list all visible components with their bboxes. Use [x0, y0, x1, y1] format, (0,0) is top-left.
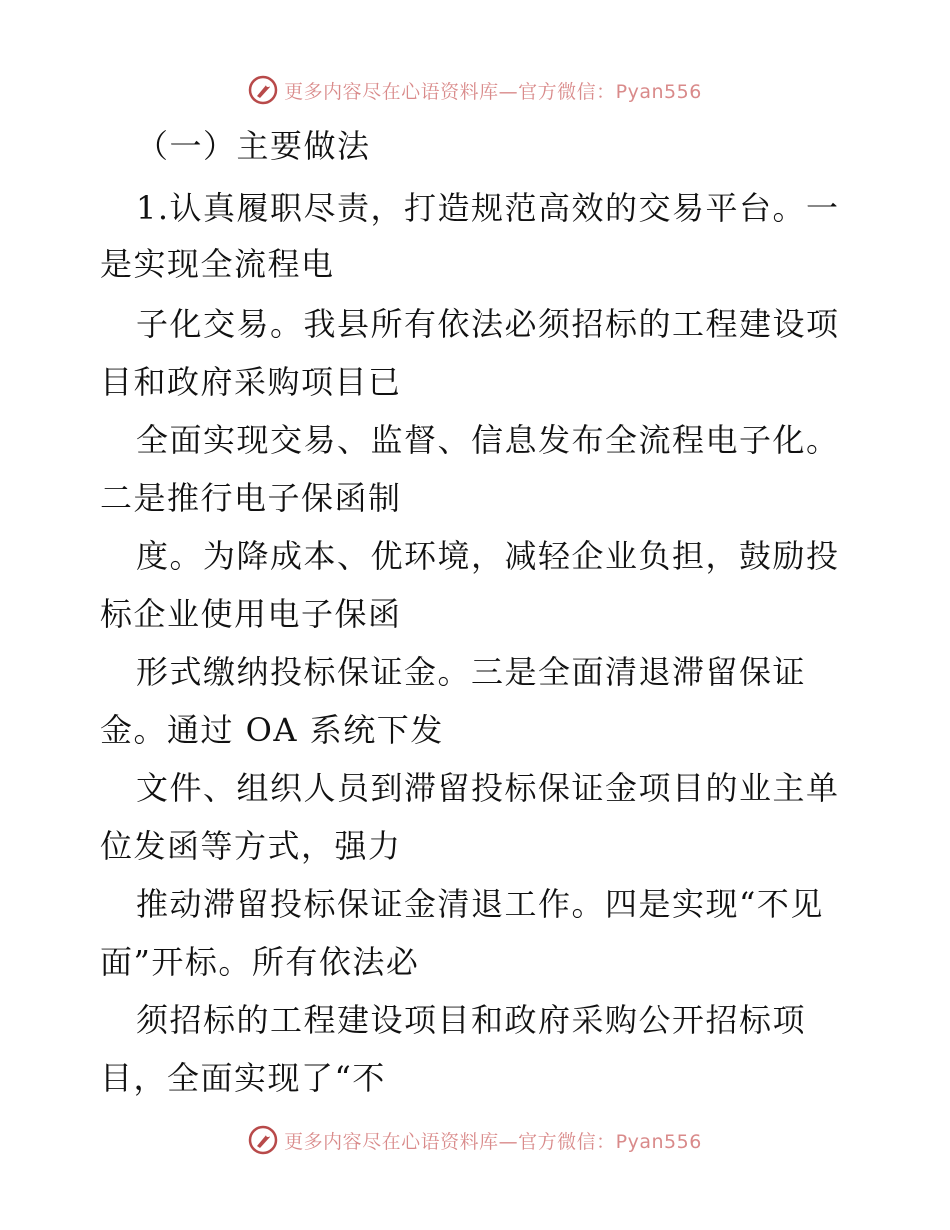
paragraph-line: 金。通过 OA 系统下发: [100, 711, 444, 749]
paragraph-line: 须招标的工程建设项目和政府采购公开招标项: [136, 1001, 807, 1039]
paragraph-line: 子化交易。我县所有依法必须招标的工程建设项: [136, 305, 840, 343]
watermark-footer-text: 更多内容尽在心语资料库—官方微信：Pyan556: [284, 1130, 702, 1153]
paragraph-line: 二是推行电子保函制: [100, 479, 402, 517]
paragraph-line: 目，全面实现了“不: [100, 1059, 386, 1097]
paragraph-line: 1.认真履职尽责，打造规范高效的交易平台。一: [136, 189, 840, 227]
paragraph-line: 标企业使用电子保函: [100, 595, 402, 633]
paragraph-line: 文件、组织人员到滞留投标保证金项目的业主单: [136, 769, 840, 807]
pen-nib-logo-icon: [248, 75, 278, 105]
watermark-footer: [0, 1120, 950, 1160]
pen-nib-logo-icon: [248, 1125, 278, 1155]
paragraph-line: 度。为降成本、优环境，减轻企业负担，鼓励投: [136, 537, 840, 575]
watermark-header-text: 更多内容尽在心语资料库—官方微信：Pyan556: [284, 80, 702, 103]
paragraph-line: 全面实现交易、监督、信息发布全流程电子化。: [136, 421, 840, 459]
paragraph-line: 位发函等方式，强力: [100, 827, 402, 865]
section-heading: （一）主要做法: [136, 127, 371, 165]
paragraph-line: 是实现全流程电: [100, 245, 335, 283]
paragraph-line: 目和政府采购项目已: [100, 363, 402, 401]
paragraph-line: 推动滞留投标保证金清退工作。四是实现“不见: [136, 885, 824, 923]
watermark-header: [0, 70, 950, 110]
paragraph-line: 形式缴纳投标保证金。三是全面清退滞留保证: [136, 653, 807, 691]
paragraph-line: 面”开标。所有依法必: [100, 943, 420, 981]
